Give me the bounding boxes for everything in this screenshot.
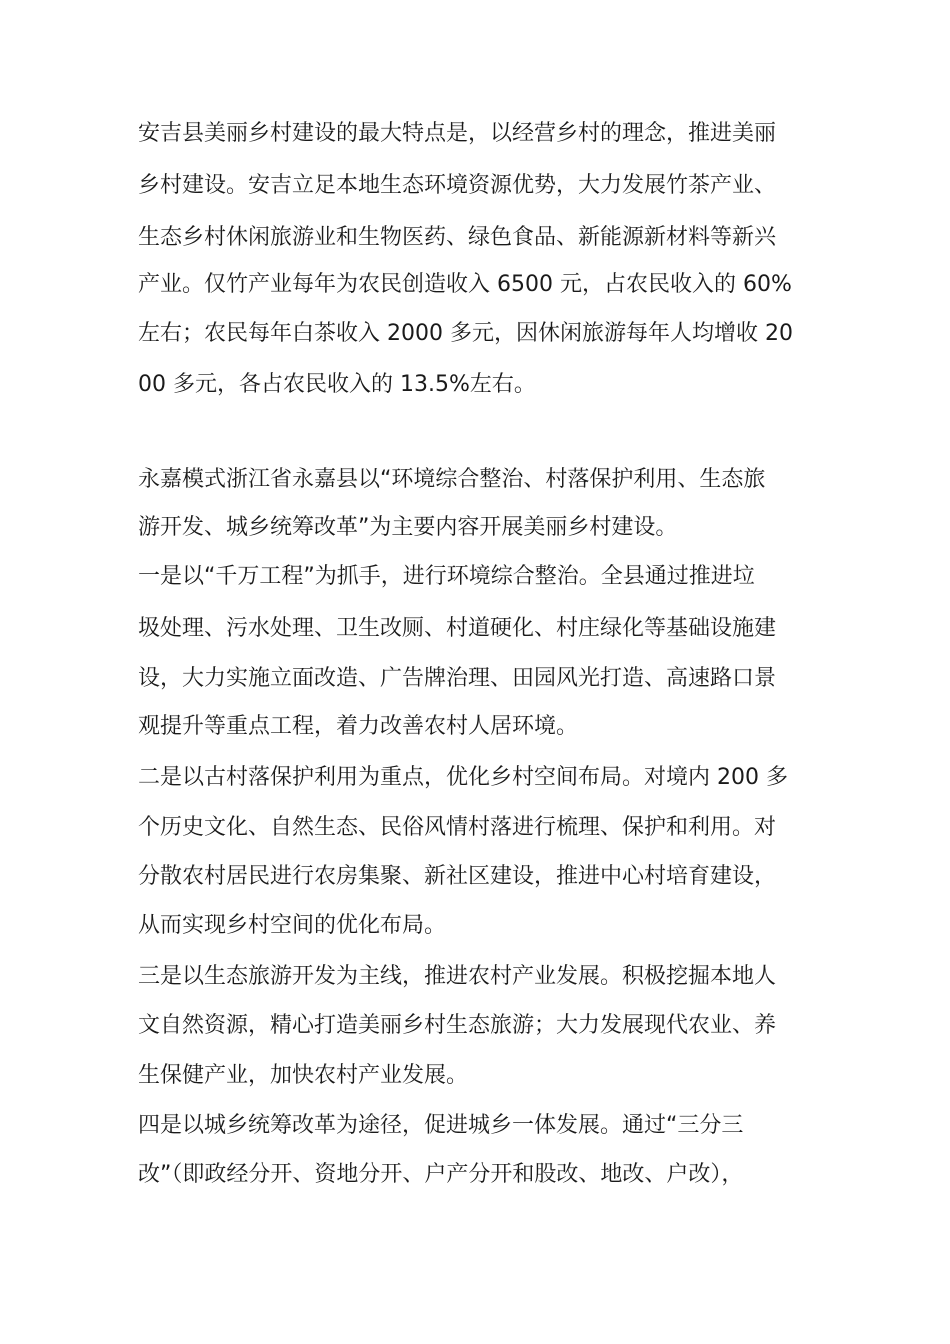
text-line: 游开发、城乡统筹改革”为主要内容开展美丽乡村建设。 xyxy=(138,515,678,540)
text-line: 改”（即政经分开、资地分开、户产分开和股改、地改、户改）， xyxy=(138,1162,744,1187)
text-line: 生态乡村休闲旅游业和生物医药、绿色食品、新能源新材料等新兴 xyxy=(138,225,777,250)
text-line: 设，大力实施立面改造、广告牌治理、田园风光打造、高速路口景 xyxy=(138,666,777,691)
text-line: 三是以生态旅游开发为主线，推进农村产业发展。积极挖掘本地人 xyxy=(138,964,777,989)
text-line: 个历史文化、自然生态、民俗风情村落进行梳理、保护和利用。对 xyxy=(138,815,777,840)
text-line: 安吉县美丽乡村建设的最大特点是，以经营乡村的理念，推进美丽 xyxy=(138,121,777,146)
text-line: 分散农村居民进行农房集聚、新社区建设，推进中心村培育建设， xyxy=(138,864,777,889)
text-line: 二是以古村落保护利用为重点，优化乡村空间布局。对境内 200 多 xyxy=(138,765,788,790)
text-line: 观提升等重点工程，着力改善农村人居环境。 xyxy=(138,714,579,739)
text-line: 产业。仅竹产业每年为农民创造收入 6500 元，占农民收入的 60% xyxy=(138,272,792,297)
text-line: 乡村建设。安吉立足本地生态环境资源优势，大力发展竹茶产业、 xyxy=(138,173,777,198)
text-line: 左右；农民每年白茶收入 2000 多元，因休闲旅游每年人均增收 20 xyxy=(138,321,793,346)
text-line: 文自然资源，精心打造美丽乡村生态旅游；大力发展现代农业、养 xyxy=(138,1013,777,1038)
text-line: 四是以城乡统筹改革为途径，促进城乡一体发展。通过“三分三 xyxy=(138,1113,744,1138)
text-line: 从而实现乡村空间的优化布局。 xyxy=(138,913,447,938)
text-line: 永嘉模式浙江省永嘉县以“环境综合整治、村落保护利用、生态旅 xyxy=(138,467,766,492)
text-line: 00 多元，各占农民收入的 13.5%左右。 xyxy=(138,372,536,397)
text-line: 圾处理、污水处理、卫生改厕、村道硬化、村庄绿化等基础设施建 xyxy=(138,616,777,641)
text-line: 一是以“千万工程”为抓手，进行环境综合整治。全县通过推进垃 xyxy=(138,564,755,589)
text-line: 生保健产业，加快农村产业发展。 xyxy=(138,1063,469,1088)
